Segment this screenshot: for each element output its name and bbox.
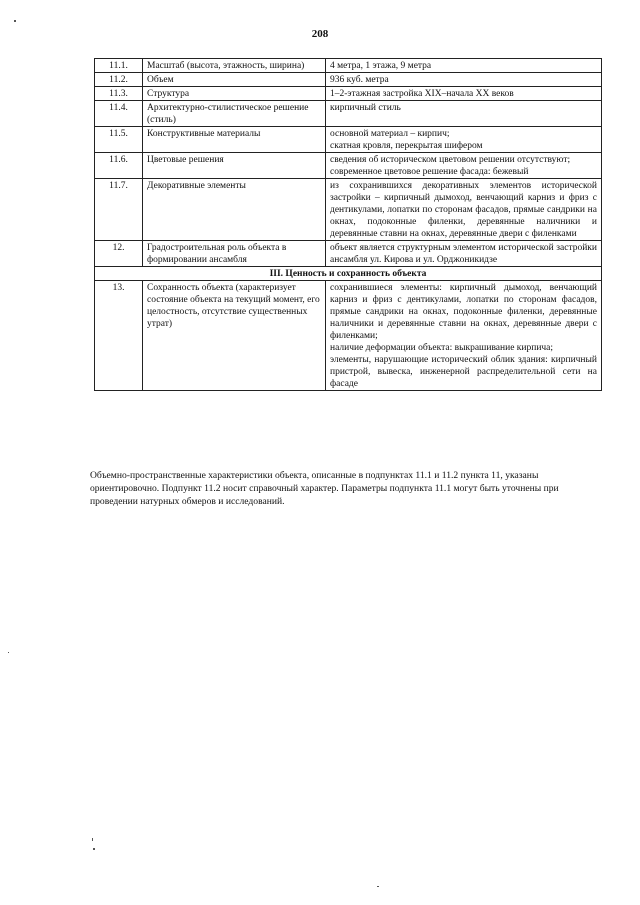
row-value: 4 метра, 1 этажа, 9 метра	[326, 59, 602, 73]
row-value: объект является структурным элементом исторической застройки ансамбля ул. Кирова и ул. Орджоникидзе	[326, 241, 602, 267]
row-value: сохранившиеся элементы: кирпичный дымоход, венчающий карниз и фриз с дентикулами, лопатки по сторонам фасадов, прямые сандрики на окнах, подоконные филенки, деревянные наличники и деревянные ставни на окнах, деревянные двери с филенками; наличие деформации объекта: выкрашивание кирпича; элементы, нарушающие исторический облик здания: кирпичный пристрой, вывеска, инженерной распределительной сети на фасаде	[326, 281, 602, 391]
row-number: 12.	[95, 241, 143, 267]
table-row	[95, 179, 602, 241]
row-name: Архитектурно-стилистическое решение (стиль)	[143, 101, 326, 127]
row-value: сведения об историческом цветовом решении отсутствуют; современное цветовое решение фасада: бежевый	[326, 153, 602, 179]
row-name: Сохранность объекта (характеризует состояние объекта на текущий момент, его целостность, отсутствие существенных утрат)	[143, 281, 326, 391]
scan-speck	[377, 886, 379, 887]
row-number: 13.	[95, 281, 143, 391]
section-heading: III. Ценность и сохранность объекта	[95, 267, 602, 281]
table-row	[95, 101, 602, 127]
row-value: кирпичный стиль	[326, 101, 602, 127]
row-name: Конструктивные материалы	[143, 127, 326, 153]
table-row	[95, 87, 602, 101]
row-number: 11.1.	[95, 59, 143, 73]
table-row	[95, 241, 602, 267]
row-number: 11.5.	[95, 127, 143, 153]
scan-speck	[93, 848, 95, 850]
table-row	[95, 127, 602, 153]
row-number: 11.3.	[95, 87, 143, 101]
row-name: Градостроительная роль объекта в формировании ансамбля	[143, 241, 326, 267]
table-row	[95, 281, 602, 391]
row-value: из сохранившихся декоративных элементов исторической застройки – кирпичный дымоход, венчающий карниз и фриз с дентикулами, лопатки по сторонам фасадов, прямые сандрики на окнах, подоконные филенки, деревянные наличники и деревянные ставни на окнах, деревянные двери с филенками	[326, 179, 602, 241]
scan-speck	[92, 838, 93, 841]
row-name: Структура	[143, 87, 326, 101]
row-name: Декоративные элементы	[143, 179, 326, 241]
section-heading-row	[95, 267, 602, 281]
page-number: 208	[311, 28, 329, 40]
object-characteristics-table	[94, 58, 602, 391]
row-name: Масштаб (высота, этажность, ширина)	[143, 59, 326, 73]
scan-speck	[8, 652, 9, 653]
row-number: 11.4.	[95, 101, 143, 127]
table-row	[95, 59, 602, 73]
scan-speck	[14, 20, 16, 22]
row-name: Цветовые решения	[143, 153, 326, 179]
row-name: Объем	[143, 73, 326, 87]
row-value: основной материал – кирпич; скатная кровля, перекрытая шифером	[326, 127, 602, 153]
table-row	[95, 153, 602, 179]
row-number: 11.2.	[95, 73, 143, 87]
row-number: 11.7.	[95, 179, 143, 241]
row-value: 936 куб. метра	[326, 73, 602, 87]
row-number: 11.6.	[95, 153, 143, 179]
row-value: 1–2-этажная застройка XIX–начала XX веков	[326, 87, 602, 101]
table-row	[95, 73, 602, 87]
footnote-paragraph: Объемно-пространственные характеристики объекта, описанные в подпунктах 11.1 и 11.2 пункта 11, указаны ориентировочно. Подпункт 11.2 носит справочный характер. Параметры подпункта 11.1 могут быть уточнены при проведении натурных обмеров и исследований.	[90, 470, 559, 507]
